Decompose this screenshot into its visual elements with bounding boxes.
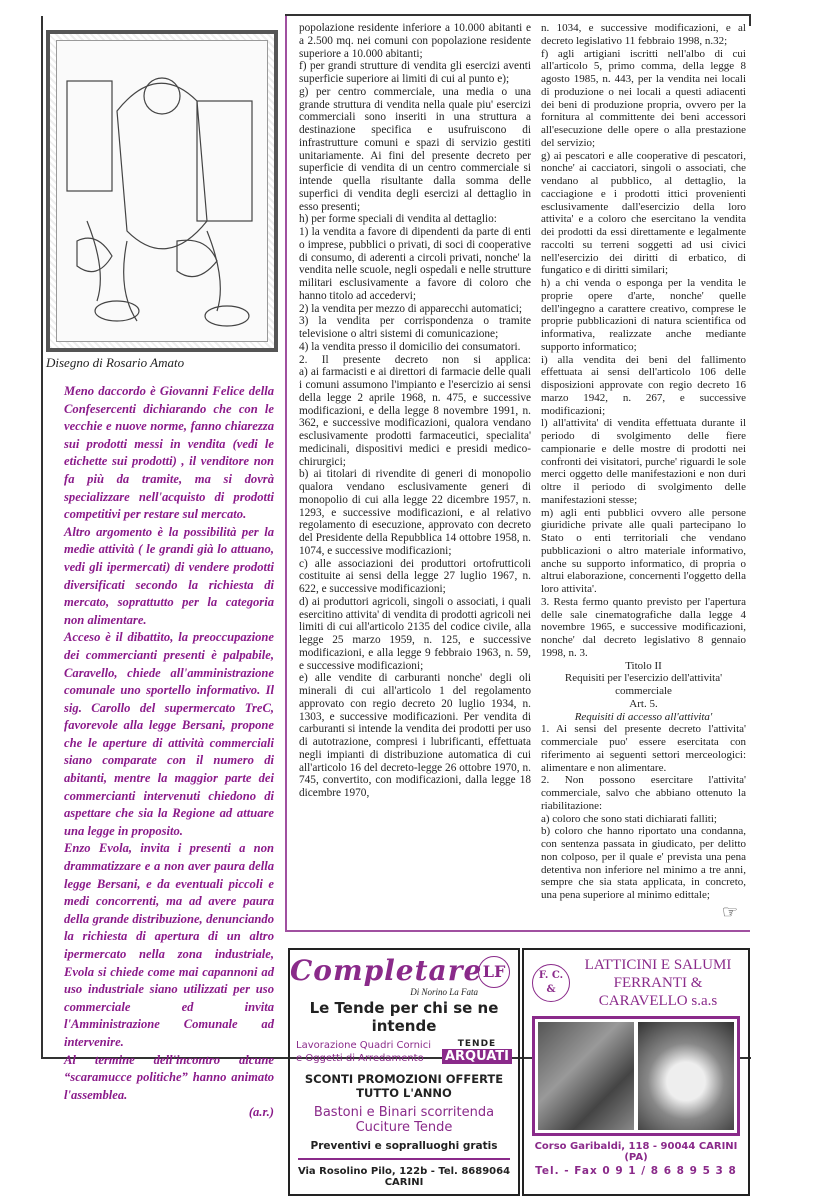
paragraph: f) per grandi strutture di vendita gli esercizi aventi superficie superiore ai limiti di cui al punto e); [299,60,531,85]
paragraph: Enzo Evola, invita i presenti a non drammatizzare e a non aver paura della legge Bersani, e da eventuali piccoli e medi concorrenti, ma ad avere paura della grande distribuzione, denunciando la richiesta di apertura di un altro ipermercato nella zona industriale, Evola si chiede come mai capannoni ad uso industriale siano utilizzati per uso commerciale ed invita l'Amministrazione Comunale ad intervenire. [64,841,274,1049]
product-photos [532,1016,740,1136]
ad-slogan: Le Tende per chi se ne intende [309,998,499,1035]
paragraph: 3) la vendita per corrispondenza o tramite televisione o altri sistemi di comunicazione; [299,315,531,340]
paragraph: 2. Il presente decreto non si applica: [299,353,531,366]
paragraph: Al termine dell'incontro alcune “scaramucce politiche” hanno animato l'assemblea. [64,1052,274,1102]
ad-address: Corso Garibaldi, 118 - 90044 CARINI (PA) [534,1140,738,1163]
salumi-photo [538,1022,634,1130]
paragraph: 3. Resta fermo quanto previsto per l'apertura delle sale cinematografiche dalla legge 4 novembre 1965, e successive modificazioni, nonche' dal decreto legislativo 8 gennaio 1998, n. 3. [541,595,746,659]
paragraph: n. 1034, e successive modificazioni, e al decreto legislativo 11 febbraio 1998, n.32; [541,22,746,47]
ad-service: Lavorazione Quadri Cornici [296,1039,431,1051]
paragraph: l) all'attivita' di vendita effettuata durante il periodo di svolgimento delle fiere campionarie e delle mostre di prodotti nei confronti dei visitatori, purche' riguardi le sole merci oggetto delle manifestazioni e non duri oltre il periodo di svolgimento delle manifestazioni stesse; [541,417,746,506]
paragraph: b) coloro che hanno riportato una condanna, con sentenza passata in giudicato, per delitto non colposo, per il quale e' prevista una pena detentiva non inferiore nel minimo a tre anni, sempre che sia stata applicata, in concreto, una pena superiore al minimo edittale; [541,825,746,901]
law-text-column-2 [299,22,531,922]
ad-company: FERRANTI & CARAVELLO s.a.s [598,974,718,1009]
paragraph: 4) la vendita presso il domicilio dei consumatori. [299,340,521,353]
right-area [285,16,750,1196]
paragraph: 1. Ai sensi del presente decreto l'attivita' commerciale puo' essere esercitata con riferimento ai seguenti settori merceologici: alimentare e non alimentare. [541,723,746,774]
ad-promo: SCONTI PROMOZIONI OFFERTE TUTTO L'ANNO [304,1071,504,1100]
article-number: Art. 5. [629,697,658,710]
paragraph: d) ai produttori agricoli, singoli o associati, i quali esercitino attivita' di vendita di prodotti agricoli nei limiti di cui all'articolo 2135 del codice civile, alla legge 25 marzo 1959, n. 125, e successive modificazioni, e alla legge 9 febbraio 1963, n. 59, e successive modificazioni; [299,595,531,672]
paragraph: b) ai titolari di rivendite di generi di monopolio qualora vendano esclusivamente generi di monopolio di cui alla legge 22 dicembre 1957, n. 1293, e successive modificazioni, e al relativo regolamento di esecuzione, approvato con decreto del Presidente della Repubblica 14 ottobre 1958, n. 1074, e successive modificazioni; [299,468,531,557]
left-column [46,30,278,1122]
paragraph: f) agli artigiani iscritti nell'albo di cui all'articolo 5, primo comma, della legge 8 agosto 1985, n. 443, per la vendita nei locali di produzione o nei locali a questi adiacenti dei beni di produzione propria, ovvero per la fornitura al committente dei beni accessori all'esecuzione delle opere o alla prestazione del servizio; [541,47,746,149]
ad-logo [532,964,570,1002]
paragraph: m) agli enti pubblici ovvero alle persone giuridiche private alle quali partecipano lo Stato o enti territoriali che vendano pubblicazioni o altro materiale informativo, anche su supporto informatico, di propria o altrui elaborazione, concernenti l'oggetto della loro attivita'. [541,506,746,595]
cartoon-drawing [57,41,265,339]
partner-bottom: ARQUATI [442,1049,512,1064]
paragraph: i) alla vendita dei beni del fallimento effettuata ai sensi dell'articolo 106 delle disposizioni approvate con regio decreto 16 marzo 1942, n. 267, e successive modificazioni; [541,353,746,417]
cartoon-illustration [46,30,278,352]
paragraph: c) alle associazioni dei produttori ortofrutticoli costituite ai sensi della legge 27 luglio 1967, n. 622, e successive modificazioni; [299,557,531,595]
ad-divider [298,1158,510,1160]
paragraph: h) a chi venda o esponga per la vendita le proprie opere d'arte, nonche' quelle dell'ingegno a carattere creativo, comprese le proprie pubblicazioni di natura scientifica od informativa, realizzate anche mediante supporto informatico; [541,277,746,353]
paragraph: h) per forme speciali di vendita al dettaglio: [299,213,497,226]
logo-line: & [546,983,556,995]
page-frame-left [41,16,43,1058]
partner-logo [442,1039,512,1064]
paragraph: Altro argomento è la possibilità per la medie attività ( le grandi già lo attuano, vedi gli ipermercati) di vendere prodotti diversificati secondo la richiesta di mercato, soprattutto per la categoria non alimentare. [64,524,274,627]
ad-phone: Tel. - Fax 0 9 1 / 8 6 8 9 5 3 8 [535,1164,737,1177]
paragraph: g) per centro commerciale, una media o una grande struttura di vendita nella quale piu' esercizi commerciali sono inseriti in una struttura a destinazione specifica e usufruiscono di infrastrutture comuni e spazi di servizio gestiti unitariamente. Ai fini del presente decreto per superficie di vendita di un centro commerciale si intende quella risultante dalla somma delle superfici di vendita degli esercizi al dettaglio in esso presenti; [299,85,531,213]
paragraph: a) ai farmacisti e ai direttori di farmacie delle quali i comuni assumono l'impianto e l'esercizio ai sensi della legge 2 aprile 1968, n. 475, e successive modificazioni, e della legge 8 novembre 1991, n. 362, e successive modificazioni, qualora vendano esclusivamente prodotti farmaceutici, specialita' medicinali, dispositivi medici e presidi medico-chirurgici; [299,366,531,468]
ad-product: Bastoni e Binari scorritenda [313,1104,495,1120]
paragraph: a) coloro che sono stati dichiarati falliti; [541,812,717,825]
ad-address: Via Rosolino Pilo, 122b - Tel. 8689064 CARINI [297,1165,511,1188]
pointing-hand-icon: ☞ [721,901,738,922]
cartoon-caption: Disegno di Rosario Amato [46,355,185,370]
paragraph: 1) la vendita a favore di dipendenti da parte di enti o imprese, pubblici o privati, di soci di cooperative di consumo, di aderenti a circoli privati, nonche' la vendita nelle scuole, negli ospedali e nelle strutture militari esclusivamente a favore di coloro che hanno titolo ad accedervi; [299,226,531,302]
ad-title: LATTICINI E SALUMI [584,956,732,973]
advertisement-ferranti [522,948,750,1196]
law-text-column-3 [541,22,746,922]
ad-free-quote: Preventivi e sopralluoghi gratis [310,1139,498,1152]
section-title: Titolo II [625,659,662,672]
ad-owner: Di Norino La Fata [410,986,478,997]
paragraph: 2) la vendita per mezzo di apparecchi automatici; [299,302,523,315]
paragraph: popolazione residente inferiore a 10.000 abitanti e a 2.500 mq. nei comuni con popolazione residente superiore a 10.000 abitanti; [299,22,531,60]
advertisement-completare [288,948,520,1196]
section-subtitle: Requisiti per l'esercizio dell'attivita' commerciale [564,672,723,697]
paragraph: Acceso è il dibattito, la preoccupazione dei commercianti presenti è palpabile, Caravello, chiede all'amministrazione comunale uno sportello informativo. Il sig. Carollo del supermercato TreC, favorevole alla legge Bersani, propone che le aperture di attività commerciali siano comparate con il numero di abitanti, mentre la maggior parte dei commercianti intervenuti chiedono di aspettare che sia la Regione ad attuare una legge in proposito. [64,630,274,838]
paragraph: Meno daccordo è Giovanni Felice della Confesercenti dichiarando che con le vecchie e nuove norme, fanno chiarezza sui prodotti messi in vendita (vedi le etichette sui prodotti) , il venditore non fa più da tramite, ma si dovrà specializzare nell'acquisto di prodotti competitivi per restare sul mercato. [64,384,274,522]
paragraph: e) alle vendite di carburanti nonche' degli oli minerali di cui all'articolo 1 del regolamento approvato con regio decreto 20 luglio 1934, n. 1303, e successive modificazioni. Per vendita di carburanti si intende la vendita dei prodotti per uso di autotrazione, compresi i lubrificanti, effettuata negli impianti di distribuzione automatica di cui all'articolo 16 del decreto-legge 26 ottobre 1970, n. 745, convertito, con modificazioni, dalla legge 18 dicembre 1970, [299,672,531,799]
ad-logo: LF [478,956,510,988]
ad-service: e Oggetti di Arredamento [296,1052,424,1064]
paragraph: g) ai pescatori e alle cooperative di pescatori, nonche' ai cacciatori, singoli o associati, che vendano al pubblico, al dettaglio, la cacciagione e i prodotti ittici provenienti esclusivamente dall'esercizio della loro attivita' e a coloro che esercitano la vendita dei prodotti da essi direttamente e legalmente raccolti su terreni soggetti ad usi civici nell'esercizio dei diritti di erbatico, di fungatico e di diritti similari; [541,149,746,277]
latticini-photo [638,1022,734,1130]
advertisements [285,948,750,1196]
law-text-columns [285,16,750,932]
logo-line: F. C. [538,969,564,981]
ad-product: Cuciture Tende [355,1119,453,1135]
article-column-1 [64,383,274,1122]
article-title: Requisiti di accesso all'attivita' [574,710,713,723]
ad-brand: Completare [290,953,483,987]
author-signature: (a.r.) [248,1105,274,1120]
partner-top: TENDE [457,1039,497,1050]
paragraph: 2. Non possono esercitare l'attivita' commerciale, salvo che abbiano ottenuto la riabilitazione: [541,774,746,812]
